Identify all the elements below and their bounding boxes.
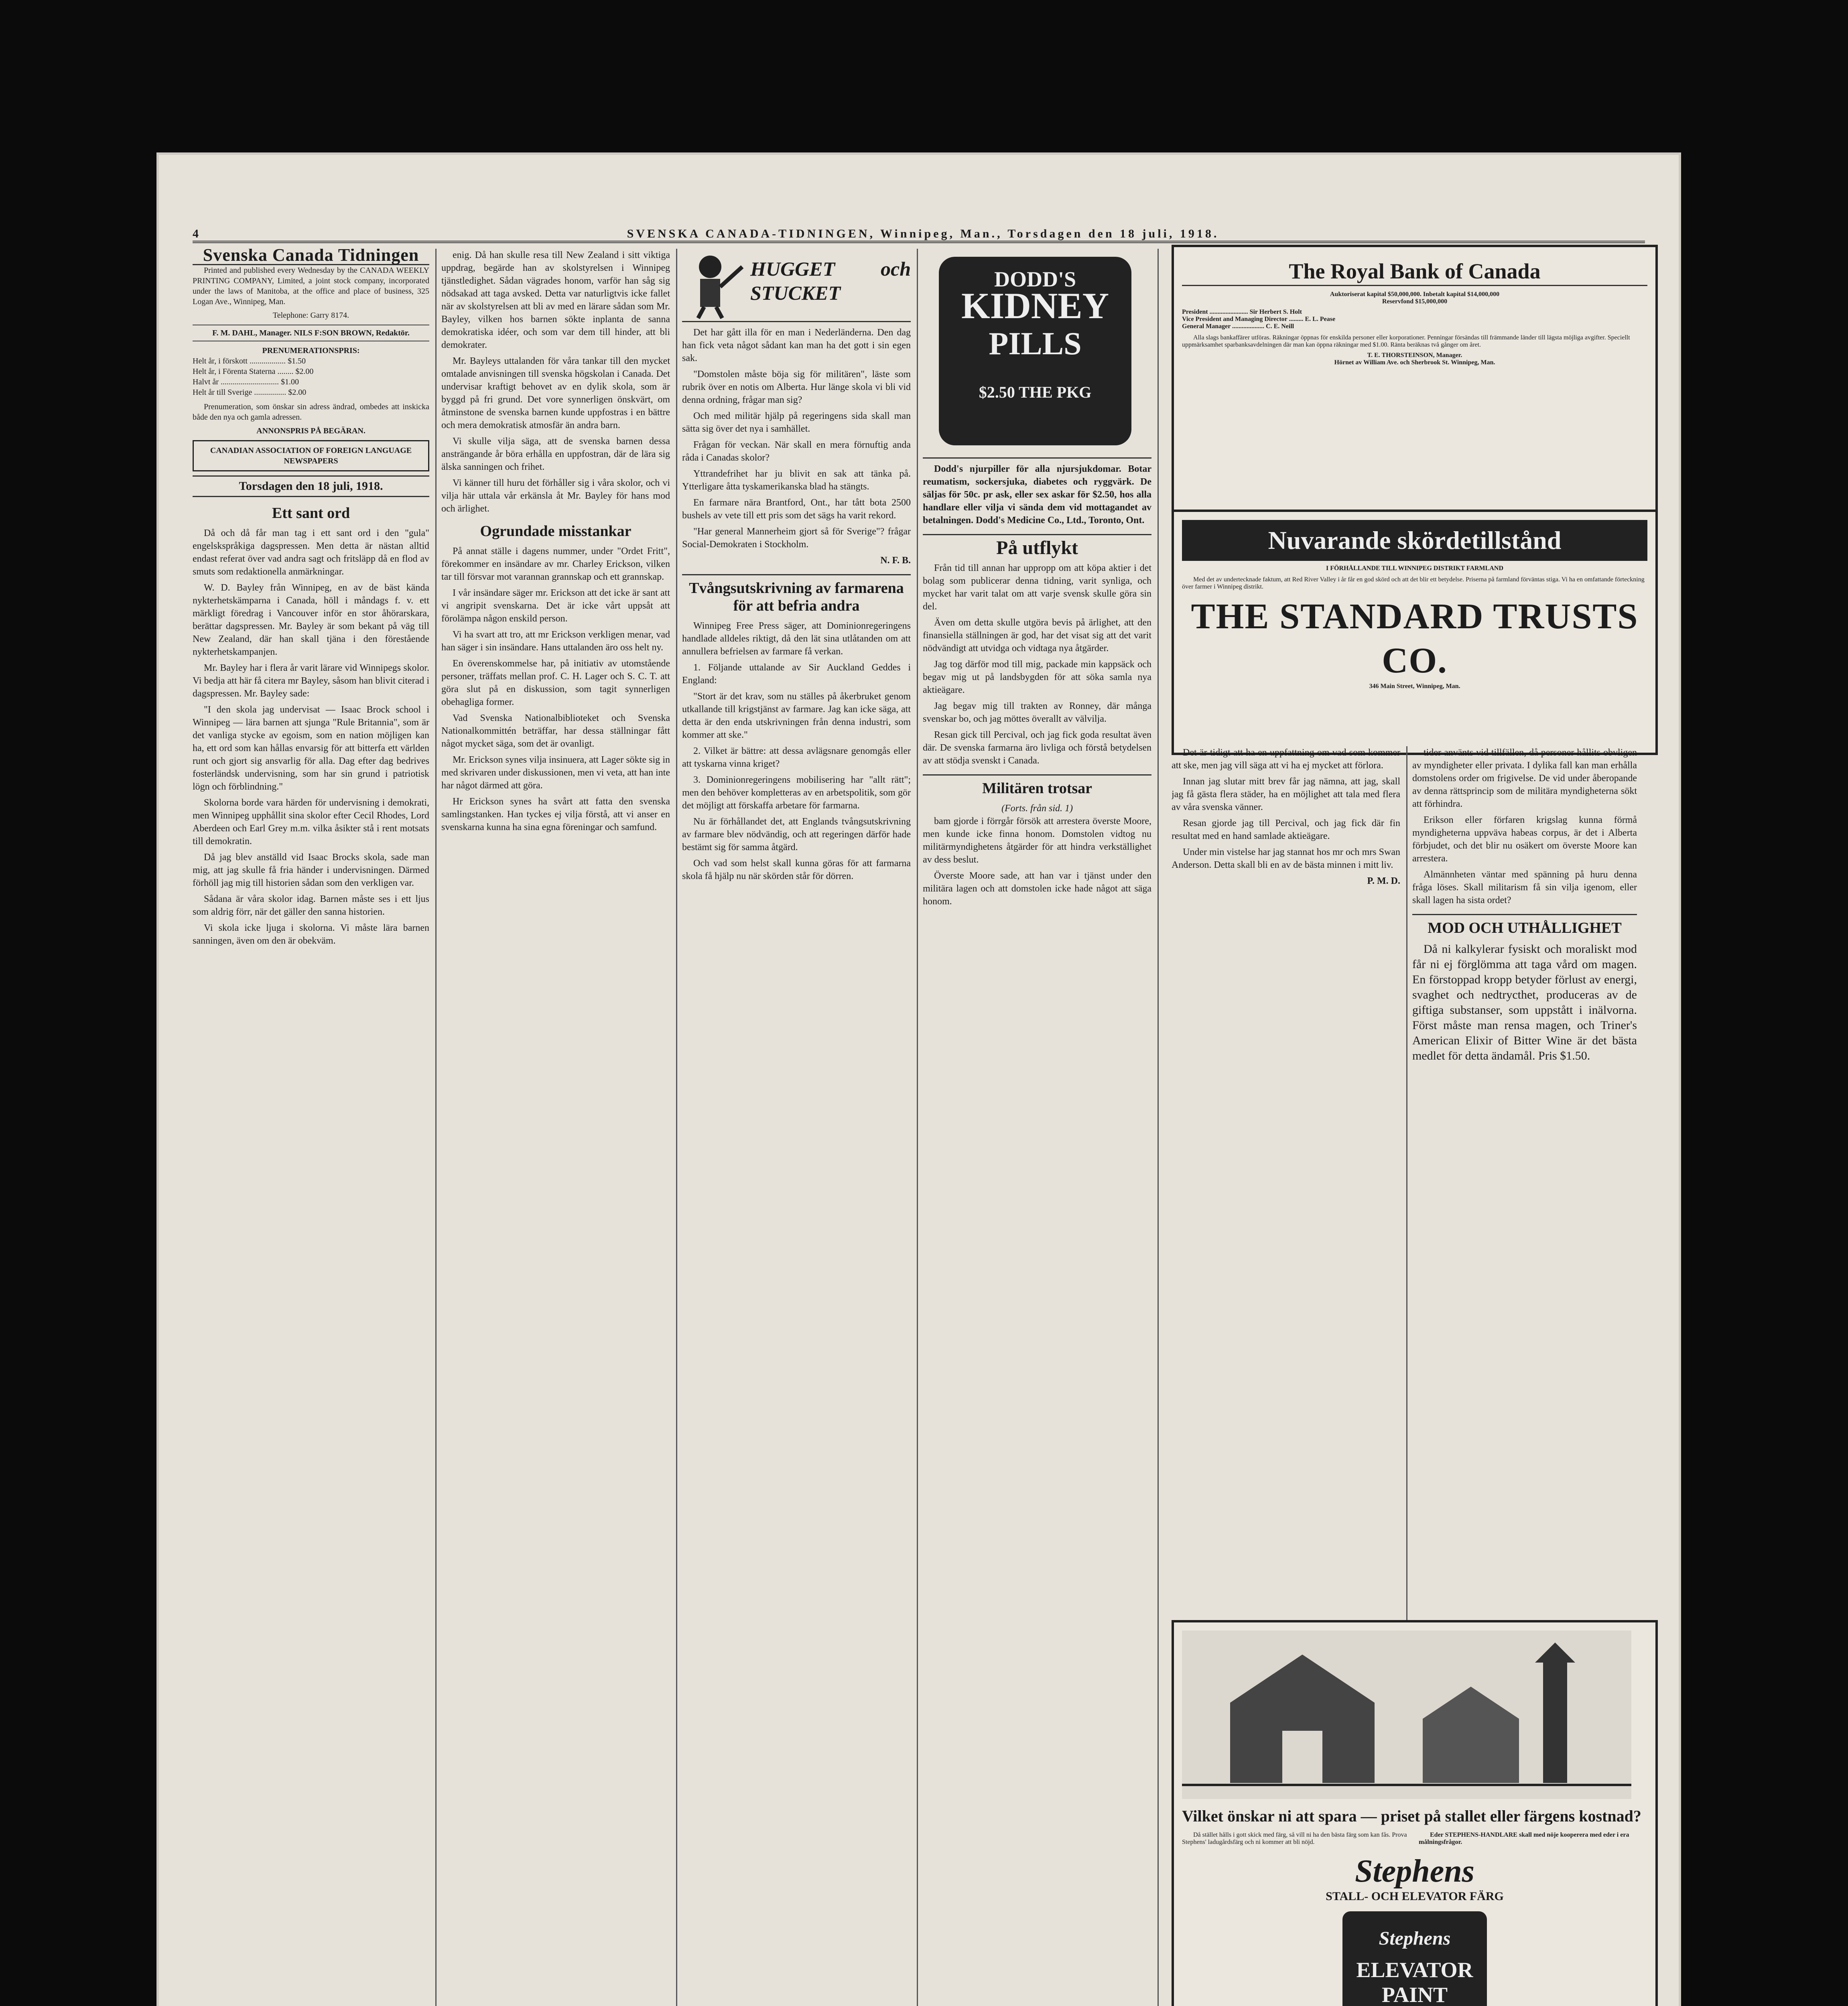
trust-address: 346 Main Street, Winnipeg, Man. xyxy=(1369,683,1460,690)
article-paragraph: "I den skola jag undervisat — Isaac Brock school i Winnipeg — lära barnen att sjunga "Rule Britannia", som är det vanliga stycke av egoism, som en nation möjligen kan ha, ett ord som kan hållas envarsig för att bitterfa ett världen runt och gjort sig ansvarlig för alla. Dag efter dag bedrives fosterländsk undervisning, som har sin grund i patriotisk lögn och förblindning." xyxy=(193,705,429,792)
article-paragraph: Mr. Erickson synes vilja insinuera, att Lager sökte sig in med skrivaren under diskussionen, men vi veta, att han inte har något därmed att göra. xyxy=(441,755,670,791)
pill-type: PILLS xyxy=(989,326,1082,361)
article-paragraph: Resan gick till Percival, och jag fick goda resultat även där. De svenska farmarna äro livliga och förstå betydelsen av att stödja svenskt i Canada. xyxy=(923,730,1151,766)
column-rule xyxy=(1406,746,1407,1625)
staff-line: F. M. DAHL, Manager. NILS F:SON BROWN, Redaktör. xyxy=(193,325,429,341)
bank-title: The Royal Bank of Canada xyxy=(1182,262,1647,286)
stephens-kind: STALL- OCH ELEVATOR FÄRG xyxy=(1326,1890,1504,1903)
article-paragraph: enig. Då han skulle resa till New Zealand i sitt viktiga uppdrag, begärde han av skolstyrelsen i Winnipeg tjänstledighet. Sådan vägrades honom, varför han såg sig nödsakad att taga avsked. Detta var naturligtvis icke fallet när av skolstyrelsen att bli av med en lärare sådan som Mr. Bayley, vilken hos barnen sökte inplanta de sanna demokratiska idéer, och som var dem till hinder, att bli demokrater. xyxy=(441,250,670,350)
newspaper-scan xyxy=(156,152,1681,2006)
can-brand: Stephens xyxy=(1379,1928,1451,1949)
column-rule xyxy=(435,249,437,2006)
kidney-pills-ad xyxy=(923,249,1151,459)
subscription-heading: PRENUMERATIONSPRIS: xyxy=(262,346,360,355)
ads-heading: ANNONSPRIS PÅ BEGÄRAN. xyxy=(256,426,366,435)
article-paragraph: bam gjorde i förrgår försök att arrestera överste Moore, men kunde icke finna honom. Domstolen vidtog nu militärmyndighetens åtgärder för att hindra verkställighet av dess beslut. xyxy=(923,816,1151,865)
article-paragraph: En farmare nära Brantford, Ont., har tått bota 2500 bushels av vete till ett pris som det sägs ha varit rekord. xyxy=(682,497,911,521)
article-paragraph: Hr Erickson synes ha svårt att fatta den svenska samlingstanken. Han tyckes ej vilja förstå, att vi anser en svenskarna kunna ha sina egna föreningar och samfund. xyxy=(441,796,670,832)
column-1 xyxy=(193,249,429,2006)
article-title: Militären trotsar xyxy=(923,774,1151,797)
article-paragraph: Winnipeg Free Press säger, att Dominionregeringens handlade alldeles riktigt, då den lät sina utlåtanden om att annullera befrielsen av farmare få verkan. xyxy=(682,621,911,657)
page-number: 4 xyxy=(193,227,201,240)
bank-officer: Vice President and Managing Director ......... E. L. Pease xyxy=(1182,316,1336,323)
article-paragraph: En överenskommelse har, på initiativ av utomstående personer, träffats mellan prof. C. H. Lager och S. C. T. att göra slut på en diskussion, som tagit synnerligen obehagliga former. xyxy=(441,658,670,707)
column-rule xyxy=(676,249,677,2006)
article-paragraph: W. D. Bayley från Winnipeg, en av de bäst kända nykterhetskämparna i Canada, höll i måndags f. v. ett märkligt föredrag i Vancouver inför en stor åhörarskara, berättar dagspressen. Mr. Bayley är som bekant på väg till New Zealand, där han skall tjäna i den förestående nykterhetskampanjen. xyxy=(193,583,429,657)
article-paragraph: tider använts vid tillfällen, då personer hållits obvligen av myndigheter eller privata. I dylika fall kan man erhålla domstolens order om frigivelse. De vid under åberopande av denna rättsprincip som de militära myndigheterna sökt att förhindra. xyxy=(1412,747,1637,809)
article-paragraph: Från tid till annan har uppropp om att köpa aktier i det bolag som publicerar denna tidning, varit synliga, och mycket har varit talat om att varje svensk skulle göra sin del. xyxy=(923,563,1151,612)
bank-manager: T. E. THORSTEINSON, Manager. xyxy=(1367,352,1462,359)
can-label: ELEVATOR PAINT xyxy=(1356,1958,1473,2006)
article-paragraph: Sådana är våra skolor idag. Barnen måste ses i ett ljus som aldrig förr, när det gäller den sanna historien. xyxy=(193,894,429,917)
hugget-och-stucket-header xyxy=(682,249,911,322)
publisher-info: Printed and published every Wednesday by the CANADA WEEKLY PRINTING COMPANY, Limited, a joint stock company, incorporated under the laws of Manitoba, at the office and place of business, 325 Logan Ave., Winnipeg, Man. xyxy=(193,266,429,306)
article-paragraph: Innan jag slutar mitt brev får jag nämna, att jag, skall jag få gästa flera städer, ha en möjlighet att tala med flera av våra svenska vänner. xyxy=(1172,776,1400,812)
stephens-paint-ad xyxy=(1172,1620,1658,2006)
column-header-title: HUGGET och STUCKET xyxy=(750,258,911,304)
column-3 xyxy=(682,249,911,2006)
paint-can-image xyxy=(1342,1911,1487,2006)
bank-officer: General Manager .................... C. E. Neill xyxy=(1182,323,1294,330)
subscription-row: Helt år, i Förenta Staterna ........ $2.00 xyxy=(193,367,314,376)
bank-officer: President ........................ Sir Herbert S. Holt xyxy=(1182,309,1302,315)
stephens-dealer: Eder STEPHENS-HANDLARE skall med nöje kooperera med eder i era målningsfrågor. xyxy=(1419,1831,1629,1846)
bank-reserve: Reservfond $15,000,000 xyxy=(1382,298,1448,305)
pill-price: $2.50 THE PKG xyxy=(979,383,1092,401)
union-label-logo: CANADIAN ASSOCIATION OF FOREIGN LANGUAGE NEWSPAPERS xyxy=(193,440,429,471)
bank-address: Hörnet av William Ave. och Sherbrook St. Winnipeg, Man. xyxy=(1334,359,1495,366)
newspaper-page xyxy=(169,164,1669,2006)
barn-illustration-icon xyxy=(1182,1630,1631,1799)
subscription-row: Halvt år ............................. $1.00 xyxy=(193,378,299,386)
article-paragraph: Resan gjorde jag till Percival, och jag fick där fin resultat med en hand samlade aktieägare. xyxy=(1172,818,1400,841)
article-title: Ett sant ord xyxy=(272,505,350,522)
subscription-row: Helt år till Sverige ................ $2.00 xyxy=(193,388,307,397)
article-subtitle: (Forts. från sid. 1) xyxy=(1001,803,1073,814)
article-paragraph: Vad Svenska Nationalbiblioteket och Svenska Nationalkommittén beträffar, har dessa ställningar fått något mycket säga, som det är ovanligt. xyxy=(441,713,670,749)
telephone: Telephone: Garry 8174. xyxy=(272,311,349,320)
dateline: Torsdagen den 18 juli, 1918. xyxy=(193,475,429,497)
signature: P. M. D. xyxy=(1367,876,1400,886)
article-paragraph: Vi ha svart att tro, att mr Erickson verkligen menar, vad han säger i sin insändare. Hans uttalanden äro oss helt ny. xyxy=(441,629,670,653)
article-paragraph: Även om detta skulle utgöra bevis på ärlighet, att den finansiella ställningen är god, har det visat sig att det varit nödvändigt att utvidga och vidtaga nya åtgärder. xyxy=(923,617,1151,654)
article-title: Tvångsutskrivning av farmarena för att befria andra xyxy=(682,574,911,615)
subscription-row: Helt år, i förskott .................. $1.50 xyxy=(193,357,306,365)
column-6 xyxy=(1412,746,1637,1625)
masthead: Svenska Canada Tidningen xyxy=(193,249,429,265)
article-paragraph: Då och då får man tag i ett sant ord i den "gula" engelskspråkiga dagspressen. Men detta är nästan alltid endast referat över vad andra sagt och fritsläpp då en flod av smuts som redaktionella anmärkningar. xyxy=(193,528,429,577)
article-paragraph: Mr. Bayley har i flera år varit lärare vid Winnipegs skolor. Vi bedja att här få citera mr Bayley, såsom han blivit citerad i dagspressen. Mr. Bayley sade: xyxy=(193,663,429,699)
article-paragraph: Det är tidigt att ha en uppfattning om vad som kommer att ske, men jag vill säga att vi ha ej mycket att förlora. xyxy=(1172,747,1400,771)
address-notice: Prenumeration, som önskar sin adress ändrad, ombedes att inskicka både den nya och gamla adressen. xyxy=(193,402,429,422)
stephens-text: Då stället hålls i gott skick med färg, så vill ni ha den bästa färg som kan fås. Prova Stephens' ladugårdsfärg och ni kommer att bli nöjd. xyxy=(1182,1831,1407,1846)
article-paragraph: Skolorna borde vara härden för undervisning i demokrati, men Winnipeg upphållit sina skolor efter Cecil Rhodes, Lord Aberdeen och Earl Grey m.m. vilka åsikter stå i rent motsats till demokratin. xyxy=(193,798,429,847)
article-paragraph: "Domstolen måste böja sig för militären", läste som rubrik över en notis om Alberta. Hur länge skola vi bli vid denna ordning, frågar man sig? xyxy=(682,369,911,405)
article-title: På utflykt xyxy=(923,534,1151,557)
article-paragraph: 2. Vilket är bättre: att dessa avlägsnare genomgås eller att tyskarna vinna kriget? xyxy=(682,746,911,769)
stephens-question: Vilket önskar ni att spara — priset på stallet eller färgens kostnad? xyxy=(1182,1807,1641,1825)
article-paragraph: Under min vistelse har jag stannat hos mr och mrs Swan Anderson. Detta skall bli en av de bästa minnen i mitt liv. xyxy=(1172,847,1400,870)
article-paragraph: Nu är förhållandet det, att Englands tvångsutskrivning av farmare blev nödvändig, och att regeringen därför hade bestämt sig för samma åtgärd. xyxy=(682,816,911,853)
pill-name: KIDNEY xyxy=(961,285,1109,326)
trust-subtitle: I FÖRHÅLLANDE TILL WINNIPEG DISTRIKT FARMLAND xyxy=(1326,565,1503,572)
article-paragraph: Jag begav mig till trakten av Ronney, där många svenskar bo, och jag möttes överallt av välvilja. xyxy=(923,701,1151,724)
article-paragraph: Det har gått illa för en man i Nederländerna. Den dag han fick veta något sådant kan man ha det gott i sin egen sak. xyxy=(682,327,911,363)
article-paragraph: 1. Följande uttalande av Sir Auckland Geddes i England: xyxy=(682,662,911,686)
kidney-ad-text: Dodd's njurpiller för alla njursjukdomar. Botar reumatism, sockersjuka, diabetes och ryggvärk. De säljas för 50c. pr ask, eller sex askar för $2.50, hos alla handlare eller vilja vi sända dem vid mottagandet av betalningen. Dodd's Medicine Co., Ltd., Toronto, Ont. xyxy=(923,464,1151,526)
column-2 xyxy=(441,249,670,2006)
column-rule xyxy=(1158,249,1159,2006)
running-header xyxy=(193,217,1645,243)
article-paragraph: Då jag blev anställd vid Isaac Brocks skola, sade man mig, att jag skulle få fria händer i undervisningen. Därmed förhöll jag mig till historien sådan som den verkligen var. xyxy=(193,852,429,888)
trust-title: Nuvarande skördetillstånd xyxy=(1182,520,1647,561)
trust-company-name: THE STANDARD TRUSTS CO. xyxy=(1191,597,1639,680)
article-paragraph: Yttrandefrihet har ju blivit en sak att tänka på. Ytterligare åtta tyskamerikanska blad ha stängts. xyxy=(682,469,911,492)
cartoon-figure-icon xyxy=(682,251,746,319)
stephens-logo: Stephens xyxy=(1355,1854,1474,1889)
article-paragraph: Vi skola icke ljuga i skolorna. Vi måste lära barnen sanningen, även om den är obekväm. xyxy=(193,923,429,946)
article-paragraph: "Stort är det krav, som nu ställes på åkerbruket genom utkallande till krigstjänst av farmare. Jag kan icke säga, att detta är den enda utskrivningen från denna industri, som kommer att ske." xyxy=(682,691,911,740)
article-paragraph: Vi känner till huru det förhåller sig i våra skolor, och vi vilja här uttala vår erkänsla åt Mr. Bayley för hans mod och ärlighet. xyxy=(441,478,670,514)
article-paragraph: Och med militär hjälp på regeringens sida skall man sätta sig över det nya i samhället. xyxy=(682,411,911,434)
article-paragraph: Frågan för veckan. När skall en mera förnuftig anda råda i Canadas skolor? xyxy=(682,440,911,463)
column-4 xyxy=(923,249,1151,2006)
pill-box-image xyxy=(939,257,1131,445)
column-rule xyxy=(917,249,918,2006)
article-paragraph: Överste Moore sade, att han var i tjänst under den militära lagen och att domstolen icke hade något att säga honom. xyxy=(923,871,1151,907)
article-paragraph: Och vad som helst skall kunna göras för att farmarna skola få hjälp nu när skörden står för dörren. xyxy=(682,858,911,881)
article-paragraph: Jag tog därför mod till mig, packade min kappsäck och begav mig ut på landsbygden för att söka samla nya aktieägare. xyxy=(923,659,1151,695)
article-paragraph: Almännheten väntar med spänning på huru denna fråga löses. Skall militarism få sin vilja igenom, eller skall lagen ha sista ordet? xyxy=(1412,869,1637,906)
article-paragraph: Vi skulle vilja säga, att de svenska barnen dessa ansträngande år böra erhålla en uppfostran, där de lära sig älska sanningen och frihet. xyxy=(441,436,670,472)
running-title: SVENSKA CANADA-TIDNINGEN, Winnipeg, Man., Torsdagen den 18 juli, 1918. xyxy=(627,227,1219,240)
article-paragraph: 3. Dominionregeringens mobilisering har "allt rätt"; men den behöver kompletteras av en arbetspolitik, som gör det möjligt att förskaffa arbetare för farmarna. xyxy=(682,775,911,811)
royal-bank-ad xyxy=(1172,245,1658,514)
article-title: MOD OCH UTHÅLLIGHET xyxy=(1412,914,1637,937)
article-paragraph: På annat ställe i dagens nummer, under "Ordet Fritt", förekommer en insändare av mr. Charley Erickson, vilken tar till försvar mot varannan grannskap och ett grannskap. xyxy=(441,546,670,582)
article-title: Ogrundade misstankar xyxy=(480,523,632,540)
signature: N. F. B. xyxy=(880,555,911,566)
standard-trusts-ad xyxy=(1172,510,1658,755)
article-paragraph: I vår insändare säger mr. Erickson att det icke är sant att vi angripit svenskarna. Det är icke vårt uppsåt att förolämpa någon enskild person. xyxy=(441,588,670,624)
article-paragraph: "Har general Mannerheim gjort så för Sverige"? frågar Social-Demokraten i Stockholm. xyxy=(682,526,911,550)
bank-text: Alla slags bankaffärer utföras. Räkningar öppnas för enskilda personer eller korporationer. Penningar försändas till främmande länder till lägsta möjliga avgifter. Speciellt uppmärksamhet sparbanksavdelningen där man kan öppna räkningar med $1.00. Ränta beräknas två gånger om året. xyxy=(1182,334,1630,348)
bank-capital: Auktoriserat kapital $50,000,000. Inbetalt kapital $14,000,000 xyxy=(1330,291,1500,298)
triner-ad-text: Då ni kalkylerar fysiskt och moraliskt mod får ni ej förglömma att taga vård om magen. En förstoppad kropp betyder förlust av energi, svaghet och nedtrycthet, produceras av de giftiga substanser, som uppstått i inälvorna. Först måste man rensa magen, och Triner's American Elixir of Bitter Wine är det bästa medlet för detta ändamål. Pris $1.50. xyxy=(1412,942,1637,1062)
pill-brand: DODD'S xyxy=(994,267,1076,291)
article-paragraph: Erikson eller förfaren krigslag kunna förmå myndigheterna uppväva habeas corpus, är det i Alberta förbjudet, och det blir nu osäkert om överste Moore kan arrestera. xyxy=(1412,815,1637,864)
trust-text: Med det av undertecknade faktum, att Red River Valley i år får en god skörd och att det blir ett betydelse. Priserna på farmland förväntas stiga. Vi ha en omfattande förteckning över farmer i Winnipeg distrikt. xyxy=(1182,576,1645,590)
article-paragraph: Mr. Bayleys uttalanden för våra tankar till den mycket omtalade anvisningen till svenska högskolan i Canada. Det undervisar kraftigt behovet av en dylik skola, som är byggd på fri grund. Det vore synnerligen önskvärt, om åtminstone de svenska barnen kunde uppfostras i en bättre och mera demokratisk atmosfär än andra barn. xyxy=(441,356,670,430)
